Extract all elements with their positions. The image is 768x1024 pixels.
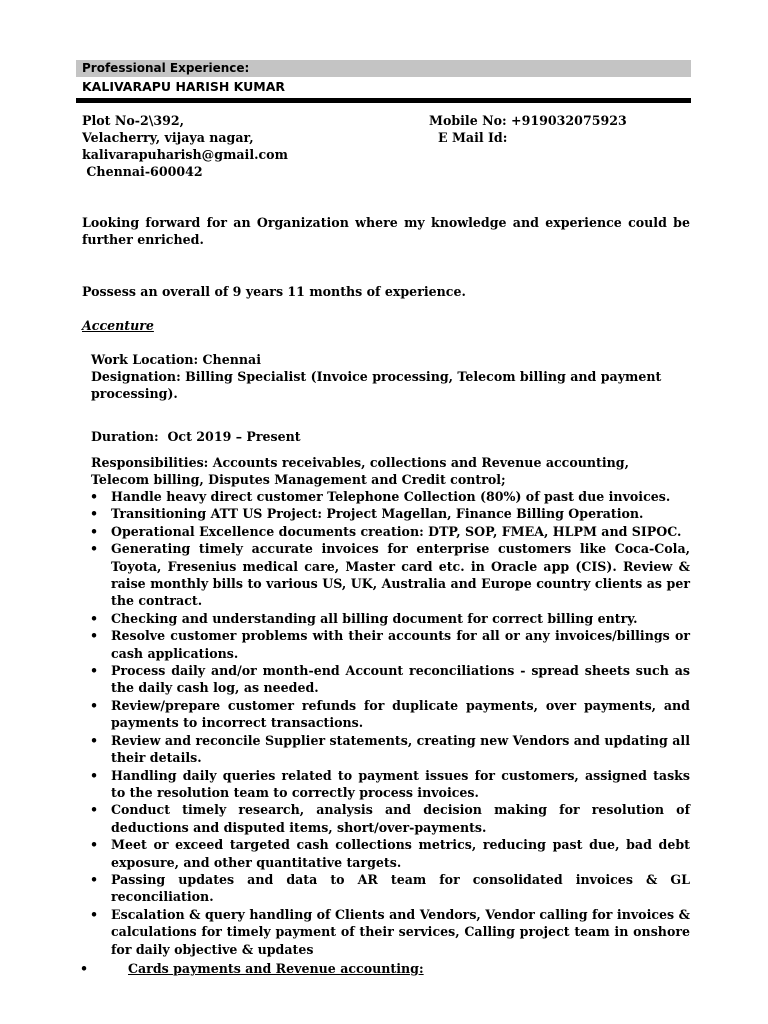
mobile-number: Mobile No: +919032075923 [429,113,627,128]
responsibility-text: Checking and understanding all billing document for correct billing entry. [111,610,638,626]
responsibility-text: Process daily and/or month-end Account reconciliations - spread sheets such as the daily cash log, as needed. [111,663,690,696]
responsibilities-intro-2: Telecom billing, Disputes Management and Credit control; [91,472,506,487]
bullet-symbol: • [90,767,99,783]
responsibility-text: Resolve customer problems with their accounts for all or any invoices/billings or cash applications. [111,628,690,661]
work-location: Work Location: Chennai [91,352,261,367]
candidate-name: KALIVARAPU HARISH KUMAR [82,79,286,94]
responsibility-item [90,505,690,522]
header-divider [76,98,691,103]
responsibility-item [90,871,690,906]
responsibility-item [90,488,690,505]
responsibility-text: Review and reconcile Supplier statements, creating new Vendors and updating all their details. [111,732,690,766]
responsibility-item [90,523,690,540]
bullet-symbol: • [90,732,99,748]
section-header-label: Professional Experience: [82,61,250,75]
bullet-symbol: • [90,506,99,522]
responsibility-text: Generating timely accurate invoices for enterprise customers like Coca-Cola, Toyota, Fresenius medical care, Master card etc. in Oracle app (CIS). Review & raise monthly bills to various US, UK, Australia and Europe country clients as per the contract. [111,541,690,609]
email-value: kalivarapuharish@gmail.com [82,147,288,162]
responsibilities-intro-1: Responsibilities: Accounts receivables, collections and Revenue accounting, [91,455,629,470]
bullet-symbol: • [90,697,99,713]
duration: Duration: Oct 2019 – Present [91,429,301,444]
responsibility-item [90,767,690,802]
email-label: E Mail Id: [438,130,508,145]
responsibilities-list [90,488,690,958]
experience-summary: Possess an overall of 9 years 11 months of experience. [82,284,466,299]
bullet-symbol: • [90,802,99,818]
responsibility-text: Handling daily queries related to payment issues for customers, assigned tasks to the resolution team to correctly process invoices. [111,767,690,800]
address-line-2: Velacherry, vijaya nagar, [82,130,254,145]
bullet-symbol: • [90,871,99,887]
responsibility-text: Operational Excellence documents creation: DTP, SOP, FMEA, HLPM and SIPOC. [111,523,682,539]
responsibility-item [90,732,690,767]
responsibility-item [90,610,690,627]
responsibility-text: Conduct timely research, analysis and decision making for resolution of deductions and disputed items, short/over-payments. [111,802,690,835]
responsibility-text: Meet or exceed targeted cash collections metrics, reducing past due, bad debt exposure, and other quantitative targets. [111,837,690,870]
bullet-symbol: • [90,663,99,679]
responsibility-item [90,906,690,958]
bullet-symbol: • [90,628,99,644]
responsibility-item [90,627,690,662]
objective-statement: Looking forward for an Organization where my knowledge and experience could be further enriched. [82,215,690,248]
responsibility-item [90,540,690,610]
responsibility-item [90,697,690,732]
bullet-symbol: • [90,523,99,539]
bullet-symbol: • [90,837,99,853]
responsibility-text: Escalation & query handling of Clients and Vendors, Vendor calling for invoices & calculations for timely payment of their services, Calling project team in onshore for daily objective & updates [111,906,690,957]
responsibility-item [90,801,690,836]
bullet-symbol: • [90,541,99,557]
responsibility-text: Review/prepare customer refunds for duplicate payments, over payments, and payments to incorrect transactions. [111,697,690,731]
next-section-heading: Cards payments and Revenue accounting [128,961,419,976]
bullet-symbol: • [80,961,89,976]
responsibility-item [90,662,690,697]
responsibility-text: Passing updates and data to AR team for consolidated invoices & GL reconciliation. [111,871,690,905]
company-name: Accenture [82,318,154,333]
next-section-colon: : [418,961,424,976]
bullet-symbol: • [90,610,99,626]
responsibility-text: Handle heavy direct customer Telephone Collection (80%) of past due invoices. [111,489,671,504]
bullet-symbol: • [90,906,99,922]
responsibility-text: Transitioning ATT US Project: Project Magellan, Finance Billing Operation. [111,506,644,522]
bullet-symbol: • [90,489,99,504]
responsibility-item [90,836,690,871]
designation: Designation: Billing Specialist (Invoice processing, Telecom billing and payment processing). [91,369,662,402]
address-city: Chennai-600042 [82,164,203,179]
address-line-1: Plot No-2\392, [82,113,185,128]
